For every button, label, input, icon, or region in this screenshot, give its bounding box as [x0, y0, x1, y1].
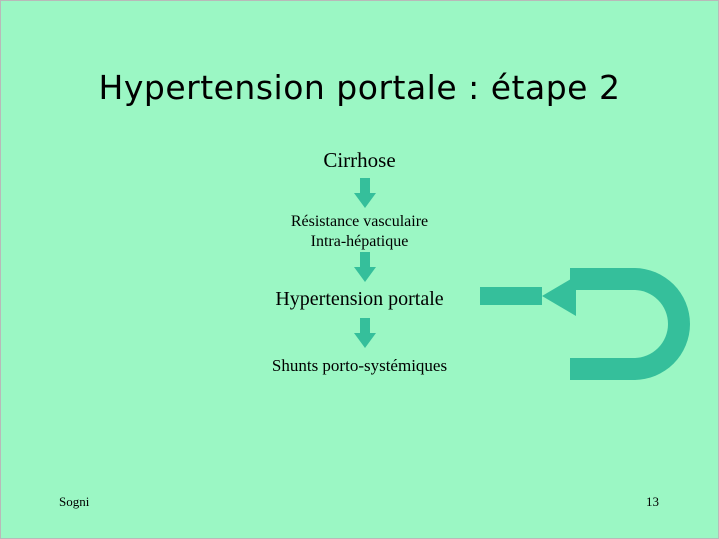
feedback-loop-arrow-icon — [480, 268, 698, 388]
arrow-head — [354, 267, 376, 282]
down-arrow-icon — [354, 318, 376, 348]
feedback-arrow-tail-top — [570, 268, 600, 290]
down-arrow-icon — [354, 178, 376, 208]
diagram-node-shunts-porto-systemiques: Shunts porto-systémiques — [271, 356, 448, 375]
footer-author: Sogni — [59, 494, 90, 509]
node-line-1: Résistance vasculaire — [290, 213, 429, 230]
diagram-node-resistance-vasculaire — [0, 212, 719, 252]
diagram-node-hypertension-portale: Hypertension portale — [275, 288, 444, 310]
page-title: Hypertension portale : étape 2 — [98, 68, 621, 107]
arrow-head — [354, 193, 376, 208]
feedback-arrow-tail-bottom — [570, 358, 600, 380]
diagram-node-cirrhose: Cirrhose — [323, 148, 396, 172]
arrow-head — [354, 333, 376, 348]
feedback-arrow-shaft — [480, 287, 542, 305]
down-arrow-icon — [354, 252, 376, 282]
node-line-2: Intra-hépatique — [310, 233, 409, 250]
footer-page-number: 13 — [646, 494, 659, 509]
